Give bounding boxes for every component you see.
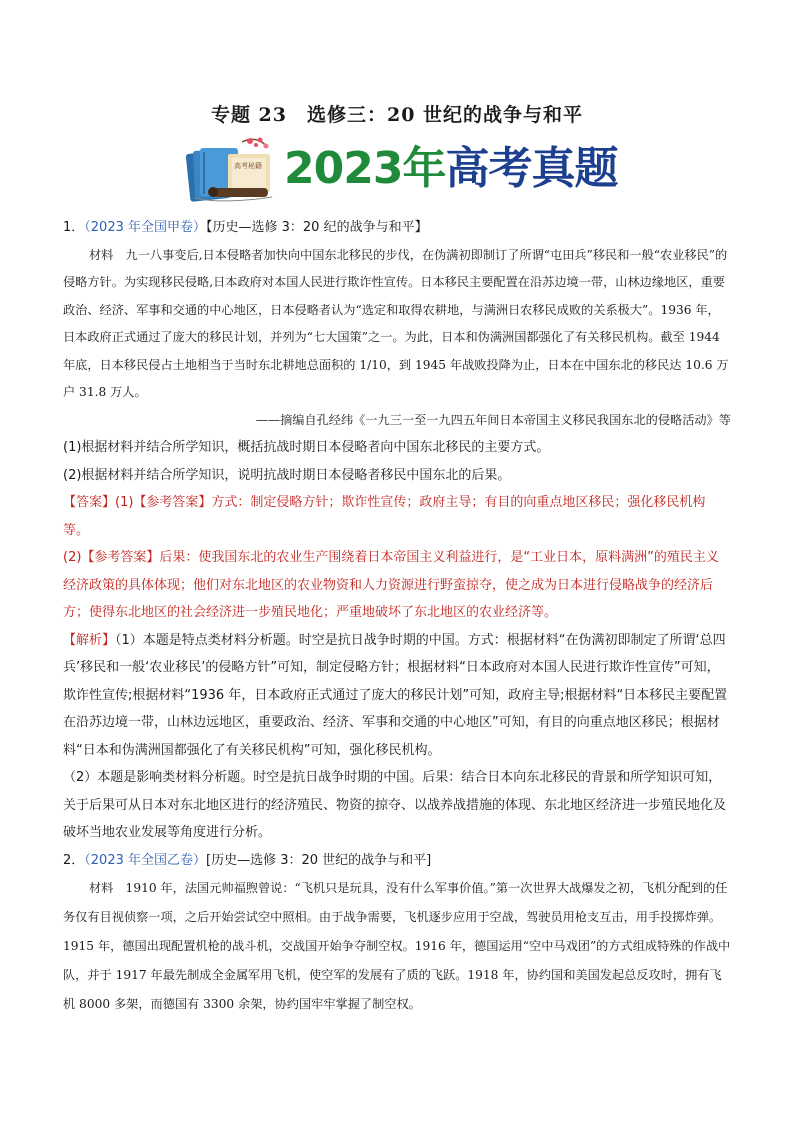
- banner-heading: [284, 142, 617, 196]
- analysis-1-text: （1）本题是特点类材料分析题。时空是抗日战争时期的中国。方式：根据材料“在伪满初即制定了所谓‘总四兵’移民和一般‘农业移民’的侵略方针”可知，制定侵略方针；根据材料“日本政府对本国人民进行欺诈性宣传”可知，欺诈性宣传;根据材料“1936 年，日本政府正式通过了庞大的移民计划”可知，政府主导;根据材料“日本移民主要配置在沿苏边境一带，山林边远地区，重要政治、经济、军事和交通的中心地区”可知，有目的向重点地区移民；根据材料“日本和伪满洲国都强化了有关移民机构”可知，强化移民机构。: [63, 632, 728, 758]
- analysis-1: [63, 627, 731, 765]
- banner-year: 2023年: [284, 143, 446, 194]
- document-body: [63, 214, 731, 1019]
- question-1-header: [63, 214, 731, 242]
- book-cover-label: 高考秘籍: [234, 162, 262, 170]
- question-source: （2023 年全国乙卷）: [84, 852, 206, 868]
- question-number: 1．: [63, 220, 85, 235]
- banner-title: 高考真题: [445, 143, 618, 194]
- question-2-material: 材料 1910 年，法国元帅福煦曾说：“飞机只是玩具，没有什么军事价值。”第一次世界大战爆发之初，飞机分配到的任务仅有目视侦察一项，之后开始尝试空中照相。由于战争需要，飞机逐步应用于空战，驾驶员用枪支互击，用手投掷炸弹。1915 年，德国出现配置机枪的战斗机，交战国开始争夺制空权。1916 年，德国运用“空中马戏团”的方式组成特殊的作战中队，并于 1917 年最先制成全金属军用飞机，使空军的发展有了质的飞跃。1918 年，协约国和美国发起总反攻时，拥有飞机 8000 多架，而德国有 3300 余架，协约国牢牢掌握了制空权。: [63, 881, 731, 1011]
- question-1-part-2: (2)根据材料并结合所学知识，说明抗战时期日本侵略者移民中国东北的后果。: [63, 467, 511, 483]
- material-citation: ——摘编自孔经纬《一九三一至一九四五年间日本帝国主义移民我国东北的侵略活动》等: [255, 412, 731, 427]
- question-topic: 【历史—选修 3：20 纪的战争与和平】: [206, 220, 428, 235]
- question-2-header: [63, 847, 731, 875]
- analysis-2: （2）本题是影响类材料分析题。时空是抗日战争时期的中国。后果：结合日本向东北移民的背景和所学知识可知，关于后果可从日本对东北地区进行的经济殖民、物资的掠夺、以战养战措施的体现、东北地区经济进一步殖民地化及破坏当地农业发展等角度进行分析。: [63, 770, 727, 840]
- answer-2: (2)【参考答案】后果：使我国东北的农业生产围绕着日本帝国主义利益进行，是“工业日本，原料满洲”的殖民主义经济政策的具体体现；他们对东北地区的农业物资和人力资源进行野蛮掠夺，使之成为日本进行侵略战争的经济后方；使得东北地区的社会经济进一步殖民地化；严重地破坏了东北地区的农业经济等。: [63, 550, 719, 620]
- exam-banner: [180, 136, 620, 206]
- answer-1: 【答案】(1)【参考答案】方式：制定侵略方针；欺诈性宣传；政府主导；有目的向重点地区移民；强化移民机构等。: [63, 495, 706, 538]
- question-topic: [历史—选修 3：20 世纪的战争与和平]: [206, 852, 432, 868]
- books-and-scroll-icon: [180, 136, 280, 206]
- page-title: 专题 23 选修三：20 世纪的战争与和平: [210, 104, 584, 126]
- question-source: （2023 年全国甲卷）: [84, 220, 206, 235]
- analysis-label: 【解析】: [63, 632, 116, 648]
- question-1-part-1: (1)根据材料并结合所学知识，概括抗战时期日本侵略者向中国东北移民的主要方式。: [63, 440, 550, 455]
- question-number: 2．: [63, 852, 85, 868]
- question-1-material: 材料 九一八事变后,日本侵略者加快向中国东北移民的步伐，在伪满初即制订了所谓“屯田兵”移民和一般“农业移民”的侵略方针。为实现移民侵略,日本政府对本国人民进行欺诈性宣传。日本移民主要配置在沿苏边境一带，山林边缘地区，重要政治、经济、军事和交通的中心地区，日本侵略者认为“选定和取得农耕地，与满洲日农移民成败的关系极大”。1936 年，日本政府正式通过了庞大的移民计划，并列为“七大国策”之一。为此，日本和伪满洲国都强化了有关移民机构。截至 1944 年底，日本移民侵占土地相当于当时东北耕地总面积的 1/10，到 1945 年战败投降为止，日本在中国东北的移民达 10.6 万户 31.8 万人。: [63, 247, 729, 399]
